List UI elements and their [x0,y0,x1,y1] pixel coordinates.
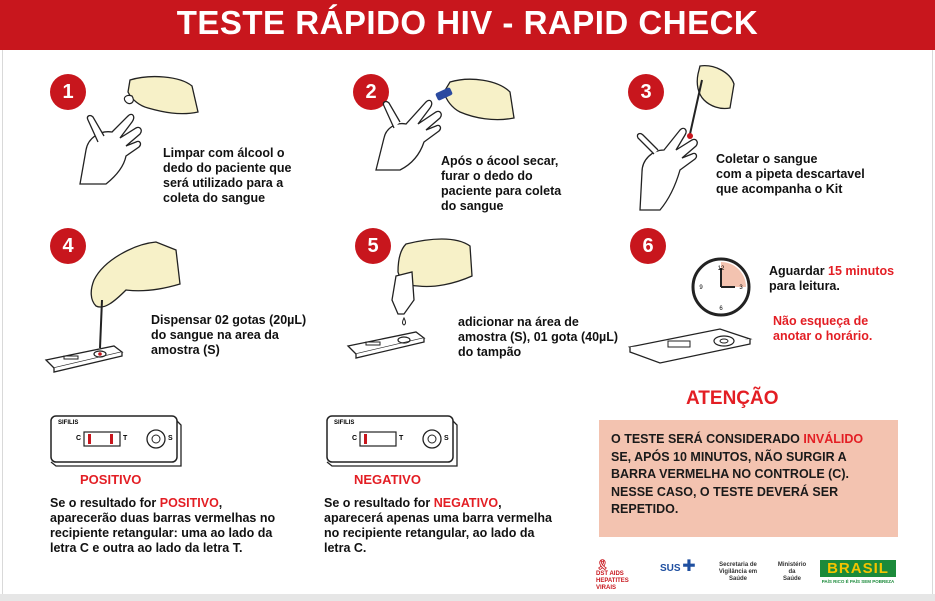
control-letter: C [76,435,82,442]
bottom-strip [0,594,935,601]
control-line [364,434,367,444]
step-6-reminder: Não esqueça de anotar o horário. [773,314,873,343]
step-1-number: 1 [50,74,86,110]
positive-label: POSITIVO [80,472,142,487]
svg-text:3: 3 [739,285,743,291]
attention-box [599,420,898,537]
ministerio-logo: Ministério da Saúde [777,562,807,582]
attention-title: ATENÇÃO [686,388,779,409]
negative-keyword: NEGATIVO [433,496,499,510]
step-6-read-label: para leitura. [769,279,840,293]
sus-text: SUS [660,563,681,574]
step-5-illustration [346,230,476,360]
step-2-number: 2 [353,74,389,110]
svg-text:9: 9 [699,285,703,291]
step-3-number: 3 [628,74,664,110]
cross-icon: ✚ [682,558,696,575]
negative-text [324,496,554,556]
page-title: TESTE RÁPIDO HIV - RAPID CHECK [0,0,935,50]
dst-aids-logo [596,562,646,592]
control-line [88,434,91,444]
dst-aids-text: DST AIDS HEPATITES VIRAIS [596,571,629,591]
negative-cassette [324,413,460,467]
test-letter: T [123,435,128,442]
positive-text-after: , aparecerão duas barras vermelhas no recipiente retangular: uma ao lado da letra C e outra ao lado da letra T. [50,496,276,555]
step-6-number: 6 [630,228,666,264]
svg-text:6: 6 [719,306,723,312]
negative-text-after: , aparecerá apenas uma barra vermelha no recipiente retangular, ao lado da letra C. [324,496,552,555]
ribbon-icon: 🎗 [596,560,609,571]
step-5-number: 5 [355,228,391,264]
negative-text-before: Se o resultado for [324,496,434,510]
step-4-text: Dispensar 02 gotas (20µL) do sangue na area da amostra (S) [151,313,307,357]
glove-hand [444,79,514,119]
attention-text-after: SE, APÓS 10 MINUTOS, NÃO SURGIR A BARRA VERMELHA NO CONTROLE (C). NESSE CASO, O TESTE DEVERÁ SER REPETIDO. [611,449,849,516]
brasil-logo [820,560,896,585]
sus-logo [660,558,704,575]
cassette-label: SIFILIS [58,420,79,426]
positive-cassette [48,413,184,467]
brasil-tagline: PAÍS RICO É PAÍS SEM POBREZA [821,579,895,584]
cassette-label: SIFILIS [334,420,355,426]
step-6-text [769,264,894,294]
step-2-text: Após o ácool secar, furar o dedo do paciente para coleta do sangue [441,154,562,213]
step-4-number: 4 [50,228,86,264]
sample-letter: S [444,435,449,442]
positive-text [50,496,280,556]
cotton-swab [124,95,133,103]
sample-letter: S [168,435,173,442]
positive-keyword: POSITIVO [159,496,219,510]
negative-label: NEGATIVO [354,472,421,487]
brasil-wordmark: BRASIL [820,560,896,577]
step-3-text: Coletar o sangue com a pipeta descartavel que acompanha o Kit [716,152,865,196]
step-6-minutes: 15 minutos [828,264,895,278]
glove-hand [91,242,180,307]
svg-text:12: 12 [717,266,725,272]
pipette [690,80,702,134]
patient-hand [80,114,141,184]
attention-text-before: O TESTE SERÁ CONSIDERADO [611,432,804,446]
buffer-bottle [392,272,414,314]
secretaria-logo: Secretaria de Vigilância em Saúde [718,562,758,582]
positive-text-before: Se o resultado for [50,496,160,510]
step-6-cassette [628,325,768,365]
glove-hand [697,66,734,109]
test-letter: T [399,435,404,442]
step-5-text: adicionar na área de amostra (S), 01 gota (40µL) do tampão [458,315,619,359]
control-letter: C [352,435,358,442]
step-1-text: Limpar com álcool o dedo do paciente que será utilizado para a coleta do sangue [163,146,292,205]
glove-hand [128,77,198,114]
clock-icon [690,256,752,318]
test-line [110,434,113,444]
attention-keyword: INVÁLIDO [803,432,864,446]
step-6-wait-label: Aguardar [769,264,829,278]
